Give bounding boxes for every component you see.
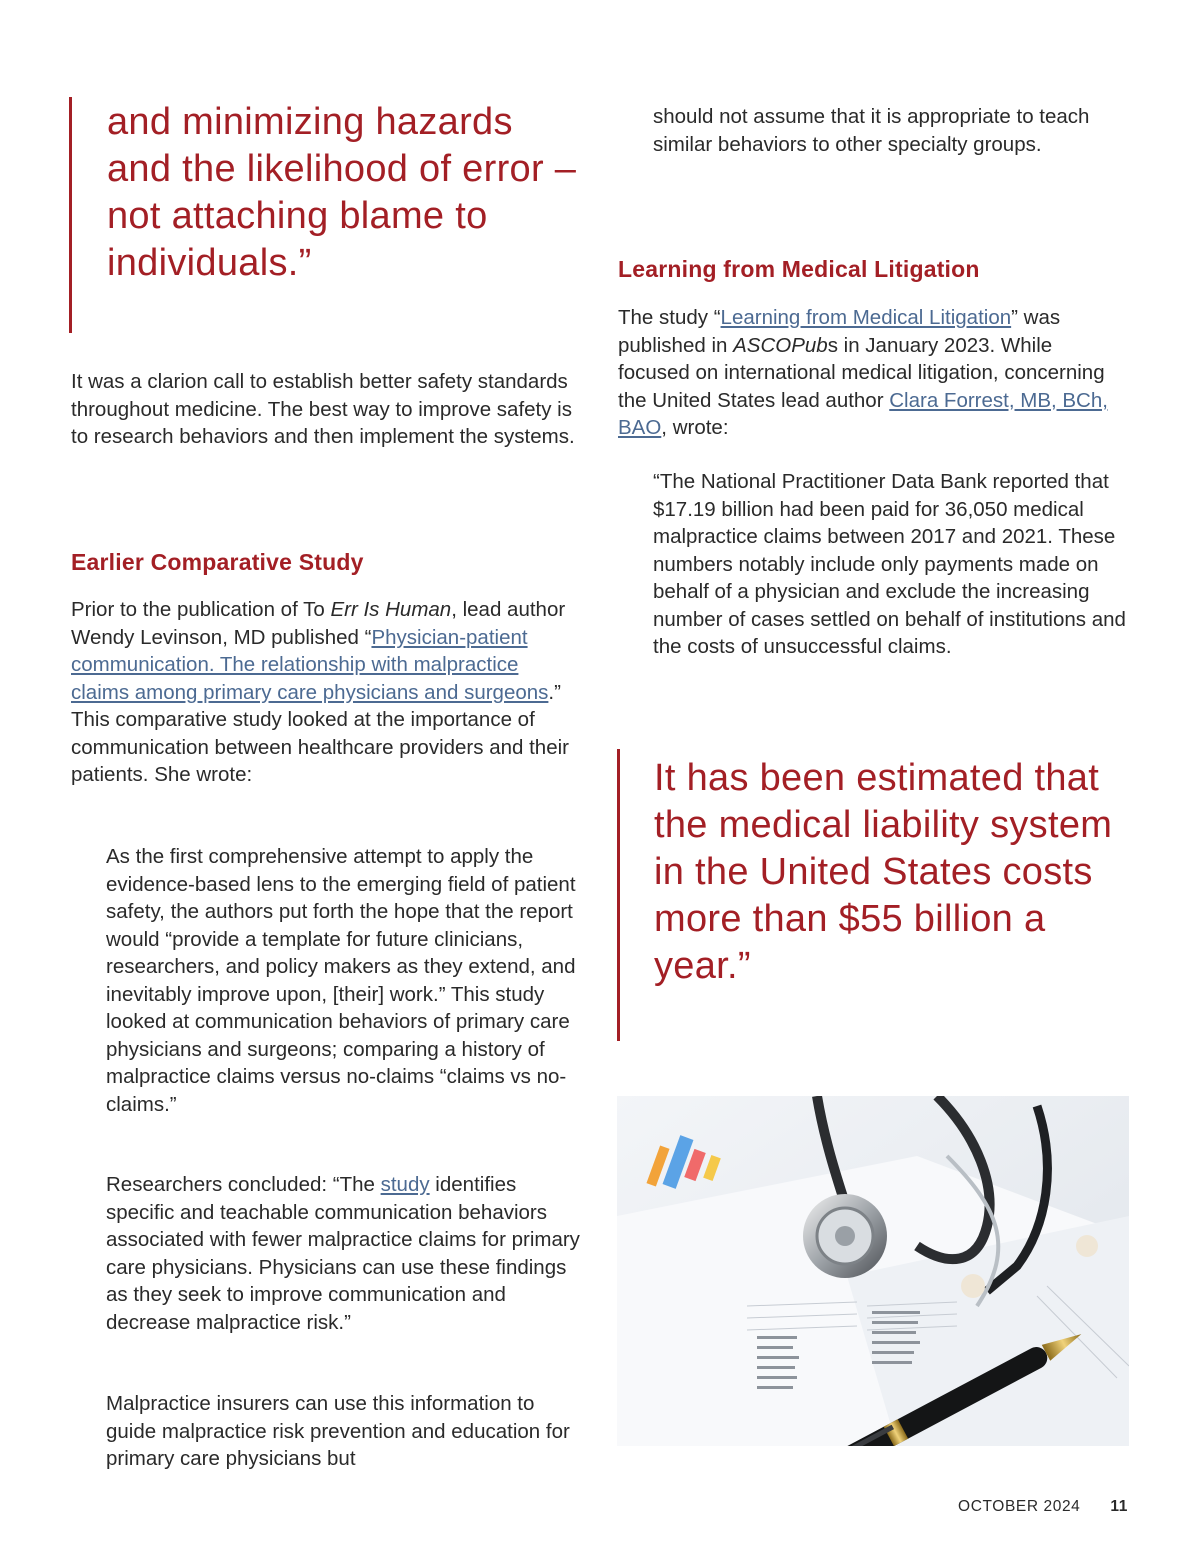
stethoscope-photo <box>617 1096 1129 1446</box>
issue-date: OCTOBER 2024 <box>958 1498 1081 1515</box>
stethoscope-and-pen-illustration <box>617 1096 1129 1446</box>
book-title: Err Is Human <box>330 598 452 621</box>
litigation-paragraph: The study “Learning from Medical Litigation” was published in ASCOPubs in January 2023. While focused on international medical litigation, concerning the United States lead author Clara Forrest, MB, BCh, BAO, wrote: <box>618 306 1108 439</box>
author-link[interactable]: Clara Forrest, MB, BCh, BAO <box>618 388 1108 439</box>
levinson-study-link[interactable]: Physician-patient communication. The relationship with malpractice claims among primary care physicians and surgeons <box>71 625 549 704</box>
pull-quote-left <box>69 97 577 333</box>
intro-paragraph: It was a clarion call to establish better safety standards throughout medicine. The best way to improve safety is to research behaviors and then implement the systems. <box>71 370 575 448</box>
pull-quote-right <box>617 749 1124 1041</box>
block-quote-2: Researchers concluded: “The study identifies specific and teachable communication behaviors associated with fewer malpractice claims for primary care physicians. Physicians can use these findings as they seek to improve communication and decrease malpractice risk.” <box>106 1173 580 1334</box>
journal-title: ASCOPub <box>733 333 828 357</box>
pull-quote-text: and minimizing hazards and the likelihood of error – not attaching blame to individuals.” <box>107 101 577 284</box>
section-heading-medical-litigation: Learning from Medical Litigation <box>618 256 980 282</box>
study-link[interactable]: study <box>380 1173 430 1196</box>
pull-quote-text: It has been estimated that the medical liability system in the United States costs more than $55 billion a year.” <box>654 757 1113 987</box>
litigation-quote: “The National Practitioner Data Bank reported that $17.19 billion had been paid for 36,050 medical malpractice claims between 2017 and 2021. These numbers notably include only payments made on behalf of a physician and exclude the increasing number of cases settled on behalf of institutions and the costs of unsuccessful claims. <box>653 470 1126 658</box>
earlier-study-paragraph: Prior to the publication of To Err Is Human, lead author Wendy Levinson, MD published “Physician-patient communication. The relationship with malpractice claims among primary care physicians and surgeons.” This comparative study looked at the importance of communication between healthcare providers and their patients. She wrote: <box>71 598 569 786</box>
section-heading-earlier-study: Earlier Comparative Study <box>71 549 364 575</box>
block-quote-1: As the first comprehensive attempt to apply the evidence-based lens to the emerging field of patient safety, the authors put forth the hope that the report would “provide a template for future clinicians, researchers, and policy makers as they extend, and inevitably improve upon, [their] work.” This study looked at communication behaviors of primary care physicians and surgeons; comparing a history of malpractice claims versus no-claims “claims vs no-claims.” <box>106 845 576 1116</box>
page-footer <box>958 1498 1128 1516</box>
litigation-study-link[interactable]: Learning from Medical Litigation <box>720 306 1012 329</box>
continued-paragraph: should not assume that it is appropriate to teach similar behaviors to other specialty groups. <box>653 105 1090 156</box>
block-quote-3: Malpractice insurers can use this information to guide malpractice risk prevention and education for primary care physicians but <box>106 1392 570 1470</box>
page-number: 11 <box>1110 1498 1128 1515</box>
